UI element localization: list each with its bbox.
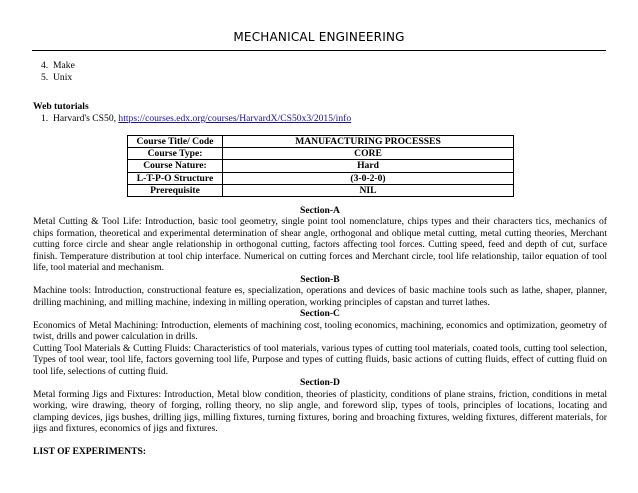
table-row (128, 136, 514, 148)
page-header: MECHANICAL ENGINEERING (233, 30, 405, 44)
list-item (33, 113, 607, 125)
list-text: Harvard's CS50, (53, 113, 119, 124)
table-value: CORE (223, 148, 514, 160)
table-value: MANUFACTURING PROCESSES (223, 136, 514, 148)
cs50-link[interactable]: https://courses.edx.org/courses/HarvardX/CS50x3/2015/info (118, 113, 352, 124)
document-body (33, 60, 607, 458)
list-number: 1. (41, 113, 49, 124)
table-label: Course Type: (128, 148, 223, 160)
table-label: Prerequisite (128, 184, 223, 196)
table-label: Course Title/ Code (128, 136, 223, 148)
list-number: 5. (41, 72, 49, 83)
table-value: NIL (223, 184, 514, 196)
table-label: L-T-P-O Structure (128, 172, 223, 184)
section-d-text: Metal forming Jigs and Fixtures: Introduction, Metal blow condition, theories of plasticity, conditions of plane strains, friction, conditions in metal working, wire drawing, theory of forging, rolling theory, no slip angle, and foreword slip, types of tools, principles of locations, locating and clamping devices, jigs bushes, drilling jigs, milling fixtures, turning fixtures, boring and broaching fixtures, welding fixtures, different materials, for jigs and fixtures, economics of jigs and fixtures. (33, 388, 607, 435)
section-c-text-2: Cutting Tool Materials & Cutting Fluids: Characteristics of tool materials, various types of cutting tool materials, coated tools, cutting tool selection, Types of tool wear, tool life, factors governing tool life, Purpose and types of cutting fluids, basic actions of cutting fluids, effect of cutting fluid on tool life, selections of cutting fluid. (33, 342, 607, 377)
list-text: Make (53, 60, 75, 71)
header-divider (32, 50, 606, 51)
tools-list (33, 60, 607, 84)
list-text: Unix (53, 72, 73, 83)
section-a-text: Metal Cutting & Tool Life: Introduction, basic tool geometry, single point tool nomenclature, chips types and their characters tics, mechanics of chips formation, theoretical and experimental determination of shear angle, orthogonal and oblique metal cutting, metal cutting theories, Merchant cutting force circle and shear angle relationship in orthogonal cutting, factors affecting tool forces. Cutting speed, feed and depth of cut, surface finish. Temperature distribution at tool chip interface. Numerical on cutting forces and Merchant circle, tool life relationship, tailor equation of tool life, tool material and mechanism. (33, 216, 607, 274)
section-b-title: Section-B (300, 273, 340, 285)
web-tutorials-heading: Web tutorials (33, 101, 89, 112)
table-row (128, 160, 514, 172)
list-item (33, 72, 607, 84)
table-value: (3-0-2-0) (223, 172, 514, 184)
section-c-title: Section-C (300, 308, 340, 320)
section-c-text: Economics of Metal Machining: Introduction, elements of machining cost, tooling economics, machining, economics and optimization, geometry of twist, drills and power calculation in drills. (33, 319, 607, 343)
course-info-table (127, 135, 514, 197)
section-a-title: Section-A (300, 204, 340, 216)
web-tutorials-list (33, 113, 607, 125)
table-row (128, 184, 514, 196)
experiments-heading: LIST OF EXPERIMENTS: (33, 445, 147, 457)
table-row (128, 172, 514, 184)
list-number: 4. (41, 60, 49, 71)
section-b-text: Machine tools: Introduction, constructional feature es, specialization, operations and devices of basic machine tools such as lathe, shaper, planner, drilling machining, and milling machine, indexing in milling operation, working principles of capstan and turret lathes. (33, 285, 607, 308)
list-item (33, 60, 607, 72)
table-row (128, 148, 514, 160)
table-label: Course Nature: (128, 160, 223, 172)
section-d-title: Section-D (300, 377, 340, 389)
table-value: Hard (223, 160, 514, 172)
